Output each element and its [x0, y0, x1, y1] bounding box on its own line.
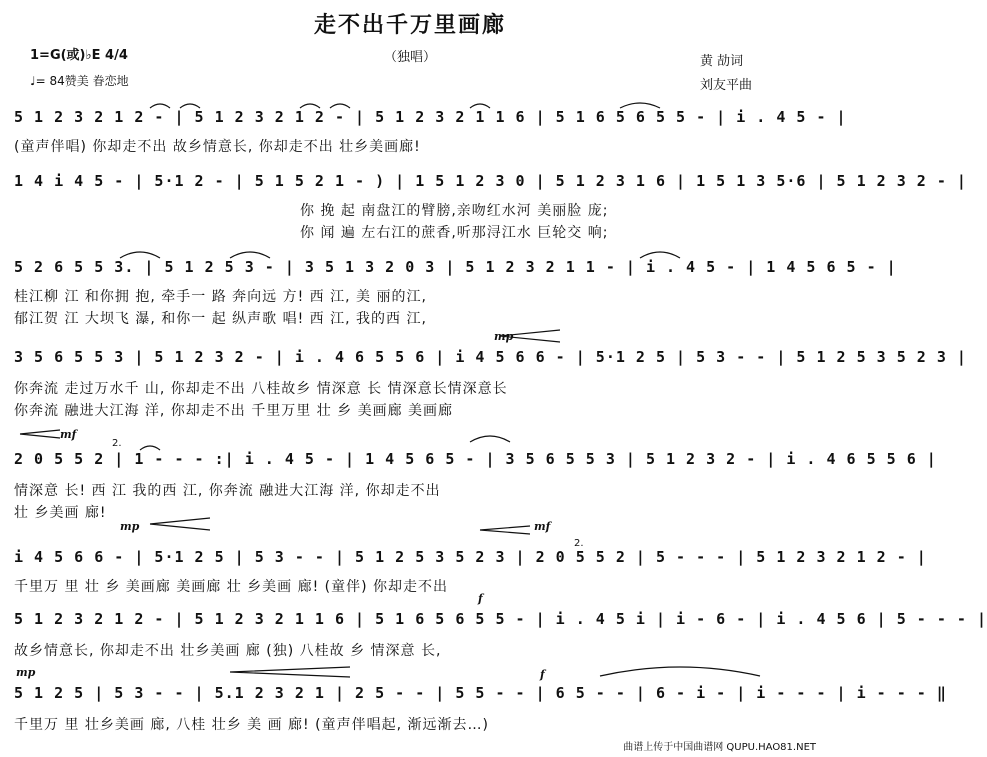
lyrics-row-7: 故乡情意长, 你却走不出 壮乡美画 廊 (独) 八桂故 乡 情深意 长,	[14, 643, 442, 659]
lyrics-row-6: 千里万 里 壮 乡 美画廊 美画廊 壮 乡美画 廊! (童伴) 你却走不出	[14, 579, 449, 595]
dynamic-mp-1: mp	[494, 330, 514, 343]
dynamic-mp-3: mp	[16, 666, 36, 679]
slur-mark	[470, 436, 510, 442]
slur-mark	[600, 667, 760, 676]
hairpin-crescendo	[150, 518, 210, 530]
volta-2-b: 2.	[574, 538, 584, 549]
notation-row-6: i 4 5 6 6 - | 5·1 2 5 | 5 3 - - | 5 1 2 5 3 5 2 3 | 2 0 5 5 2 | 5 - - - | 5 1 2 3 2 1 2 - |	[14, 548, 927, 566]
dynamic-mp-2: mp	[120, 520, 140, 533]
slur-mark	[180, 104, 200, 108]
slur-mark	[230, 252, 270, 258]
key-signature: 1=G(或)♭E 4/4	[30, 48, 128, 63]
slur-mark	[330, 104, 350, 108]
composer-credit: 刘友平曲	[700, 78, 753, 93]
notation-row-1: 5 1 2 3 2 1 2 - | 5 1 2 3 2 1 2 - | 5 1 2 3 2 1 1 6 | 5 1 6 5 6 5 5 - | i . 4 5 - |	[14, 108, 847, 126]
lyrics-row-5a: 情深意 长! 西 江 我的西 江, 你奔流 融进大江海 洋, 你却走不出	[14, 483, 441, 499]
notation-row-2: 1 4 i 4 5 - | 5·1 2 - | 5 1 5 2 1 - ) | 1 5 1 2 3 0 | 5 1 2 3 1 6 | 1 5 1 3 5·6 | 5 1 2 3 2 - |	[14, 172, 967, 190]
lyrics-row-3a: 桂江柳 江 和你拥 抱, 牵手一 路 奔向远 方! 西 江, 美 丽的江,	[14, 289, 427, 305]
dynamic-f-2: f	[540, 668, 545, 681]
lyrics-row-1: (童声伴唱) 你却走不出 故乡情意长, 你却走不出 壮乡美画廊!	[14, 139, 421, 155]
notation-row-3: 5 2 6 5 5 3. | 5 1 2 5 3 - | 3 5 1 3 2 0 3 | 5 1 2 3 2 1 1 - | i . 4 5 - | 1 4 5 6 5 - |	[14, 258, 897, 276]
notation-row-4: 3 5 6 5 5 3 | 5 1 2 3 2 - | i . 4 6 5 5 6 | i 4 5 6 6 - | 5·1 2 5 | 5 3 - - | 5 1 2 5 3 5 2 3 |	[14, 348, 967, 366]
lyrics-row-4b: 你奔流 融进大江海 洋, 你却走不出 千里万里 壮 乡 美画廊 美画廊	[14, 403, 454, 419]
notation-row-8: 5 1 2 5 | 5 3 - - | 5.1 2 3 2 1 | 2 5 - - | 5 5 - - | 6 5 - - | 6 - i - | i - - - | i - - - ‖	[14, 684, 947, 702]
notation-row-7: 5 1 2 3 2 1 2 - | 5 1 2 3 2 1 1 6 | 5 1 6 5 6 5 5 - | i . 4 5 i | i - 6 - | i . 4 5 6 | 5 - - - |	[14, 610, 987, 628]
hairpin-crescendo	[230, 667, 350, 677]
slur-mark	[150, 104, 170, 108]
dynamic-mf-2: mf	[534, 520, 551, 533]
lyrics-row-3b: 郁江贺 江 大坝飞 瀑, 和你一 起 纵声歌 唱! 西 江, 我的西 江,	[14, 311, 427, 327]
lyrics-row-4a: 你奔流 走过万水千 山, 你却走不出 八桂故乡 情深意 长 情深意长情深意长	[14, 381, 508, 397]
hairpin-decrescendo	[20, 430, 60, 438]
slur-mark	[620, 103, 660, 108]
hairpin-decrescendo	[480, 526, 530, 534]
song-subtitle: （独唱）	[383, 50, 436, 65]
slur-mark	[140, 446, 160, 450]
lyricist-credit: 黄 劼词	[700, 54, 744, 69]
site-watermark: 曲谱上传于中国曲谱网 QUPU.HAO81.NET	[623, 742, 816, 753]
tempo-marking: ♩= 84赞美 眷恋地	[30, 74, 129, 88]
notation-row-5: 2 0 5 5 2 | 1 - - - :| i . 4 5 - | 1 4 5 6 5 - | 3 5 6 5 5 3 | 5 1 2 3 2 - | i . 4 6 5 5 6 |	[14, 450, 937, 468]
lyrics-row-2a: 你 挽 起 南盘江的臂膀,亲吻红水河 美丽脸 庞;	[300, 203, 609, 219]
slur-mark	[120, 252, 160, 258]
slur-mark	[470, 104, 490, 108]
song-title: 走不出千万里画廊	[313, 13, 506, 38]
slur-mark	[640, 252, 680, 258]
slur-mark	[300, 104, 320, 108]
volta-2-a: 2.	[112, 438, 122, 449]
lyrics-row-5b: 壮 乡美画 廊!	[14, 505, 107, 521]
lyrics-row-8: 千里万 里 壮乡美画 廊, 八桂 壮乡 美 画 廊! (童声伴唱起, 渐远渐去…)	[14, 717, 489, 733]
dynamic-f-1: f	[478, 592, 483, 605]
lyrics-row-2b: 你 闻 遍 左右江的蔗香,听那浔江水 巨轮交 响;	[300, 225, 609, 241]
hairpin-crescendo	[500, 330, 560, 342]
dynamic-mf-1: mf	[60, 428, 77, 441]
